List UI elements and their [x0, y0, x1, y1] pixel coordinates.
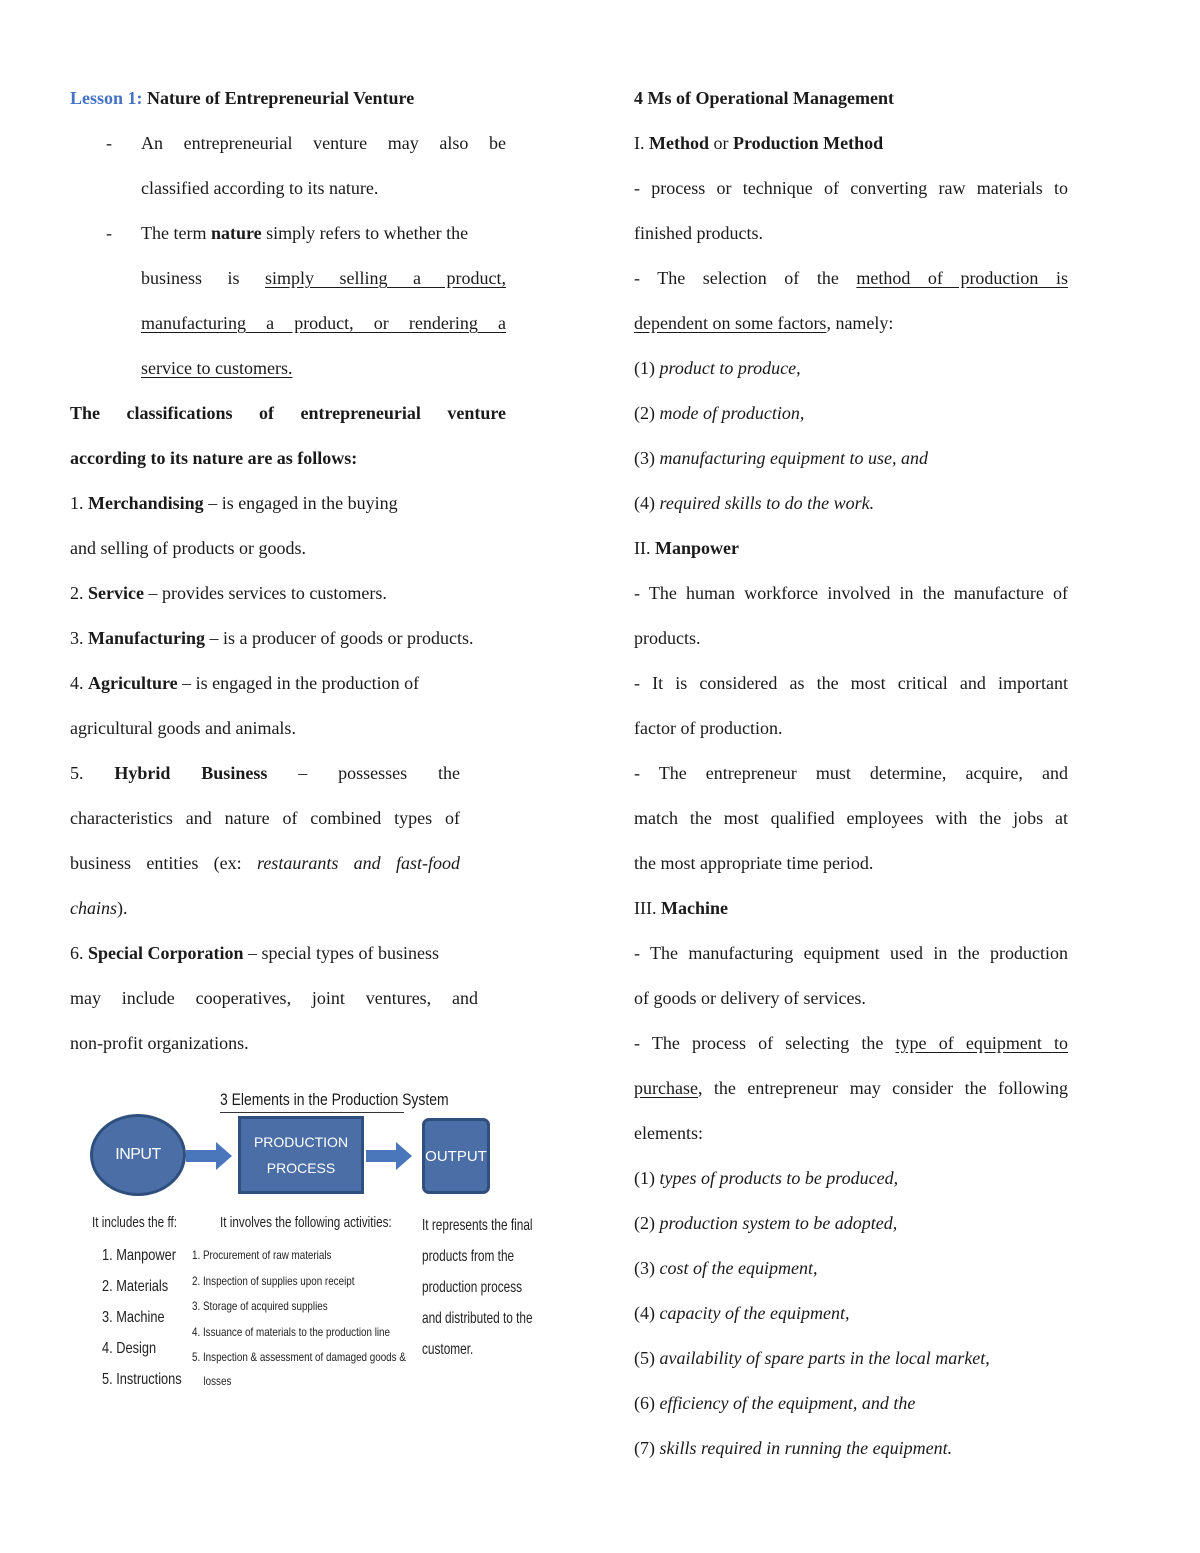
text-run: or: [709, 133, 733, 153]
item-term: Merchandising: [88, 493, 204, 513]
list-item-continuation: [70, 841, 460, 886]
factor-number: (7): [634, 1438, 660, 1458]
factor-number: (5): [634, 1348, 660, 1368]
roman-numeral: I.: [634, 133, 649, 153]
bullet-continuation: classified according to its nature.: [141, 178, 379, 198]
list-item: [70, 481, 506, 526]
text-line: It represents the final: [422, 1217, 533, 1234]
underlined-text: service to customers.: [141, 358, 293, 378]
heading-text: The classifications of entrepreneurial venture: [70, 403, 506, 423]
bullet-continuation: [70, 346, 506, 391]
list-item: 4. Issuance of materials to the production line: [192, 1324, 391, 1339]
list-item: 1. Manpower: [102, 1247, 176, 1264]
factor-number: (1): [634, 358, 660, 378]
factor-item: [634, 481, 1068, 526]
factor-text: capacity of the equipment,: [659, 1303, 850, 1323]
output-box: [422, 1118, 490, 1194]
item-term: Hybrid Business: [114, 763, 268, 783]
text-line: the most appropriate time period.: [634, 853, 874, 873]
list-item: 4. Design: [102, 1340, 157, 1357]
underlined-text: purchase: [634, 1078, 698, 1098]
output-label: OUTPUT: [425, 1147, 487, 1165]
text-run: - The selection of the: [634, 268, 857, 288]
list-item-continuation: agricultural goods and animals.: [70, 718, 296, 738]
text-run: ).: [117, 898, 128, 918]
underlined-text: manufacturing a product, or rendering a: [141, 313, 506, 333]
factor-item: [634, 391, 1068, 436]
list-item: [70, 751, 460, 796]
process-label-line1: PRODUCTION: [253, 1134, 349, 1150]
factor-number: (2): [634, 403, 660, 423]
bullet-dash: -: [106, 223, 112, 243]
underlined-text: type of equipment to: [895, 1033, 1068, 1053]
factor-number: (4): [634, 1303, 660, 1323]
bullet-item: [70, 211, 506, 256]
item-text: – possesses the: [298, 763, 460, 783]
subsection-heading: [634, 526, 1068, 571]
item-number: 6.: [70, 943, 88, 963]
list-item: 5. Instructions: [102, 1371, 182, 1388]
arrow-right-icon: [366, 1142, 416, 1170]
item-text: – special types of business: [243, 943, 439, 963]
factor-item: [634, 1336, 1068, 1381]
text-line: products.: [634, 628, 701, 648]
item-number: 4.: [70, 673, 88, 693]
text-run: - The process of selecting the: [634, 1033, 896, 1053]
output-description: [422, 1210, 571, 1365]
factor-text: production system to be adopted,: [659, 1213, 898, 1233]
factor-text: availability of spare parts in the local market,: [659, 1348, 990, 1368]
list-item-continuation: may include cooperatives, joint ventures, and: [70, 988, 478, 1008]
list-item-continuation: characteristics and nature of combined types of: [70, 808, 460, 828]
text-line: customer.: [422, 1341, 474, 1358]
factor-number: (3): [634, 1258, 660, 1278]
list-item: 2. Inspection of supplies upon receipt: [192, 1273, 355, 1288]
text-line: and distributed to the: [422, 1310, 533, 1327]
factor-item: [634, 1381, 1068, 1426]
list-item: 1. Procurement of raw materials: [192, 1248, 332, 1262]
text-line: factor of production.: [634, 718, 783, 738]
roman-numeral: III.: [634, 898, 661, 918]
italic-text: chains: [70, 898, 117, 918]
item-number: 3.: [70, 628, 88, 648]
underlined-text: method of production is: [856, 268, 1068, 288]
list-item: losses: [203, 1373, 232, 1388]
list-item: [70, 661, 506, 706]
bold-term: Production Method: [733, 133, 884, 153]
list-item: [70, 931, 506, 976]
text-line: - The entrepreneur must determine, acquire, and: [634, 763, 1068, 783]
list-item-continuation: and selling of products or goods.: [70, 538, 306, 558]
classification-heading: [70, 436, 506, 481]
bullet-text: An entrepreneurial venture may also be: [141, 133, 506, 153]
classification-heading: [70, 391, 506, 436]
list-item: 3. Storage of acquired supplies: [192, 1299, 328, 1313]
factor-text: product to produce,: [659, 358, 801, 378]
factor-text: cost of the equipment,: [659, 1258, 818, 1278]
factor-item: [634, 1426, 1068, 1471]
list-item: 2. Materials: [102, 1278, 169, 1295]
lesson-title: Nature of Entrepreneurial Venture: [147, 88, 415, 108]
left-column: [70, 76, 506, 1066]
text-run: , the entrepreneur may consider the following: [697, 1078, 1068, 1098]
list-item: [70, 571, 506, 616]
factor-number: (4): [634, 493, 660, 513]
factor-item: [634, 1246, 1068, 1291]
factor-number: (1): [634, 1168, 660, 1188]
text-line: match the most qualified employees with the jobs at: [634, 808, 1068, 828]
production-system-diagram: [84, 1086, 534, 1396]
input-label: INPUT: [115, 1146, 161, 1163]
bullet-continuation: [70, 256, 506, 301]
process-label-line2: PROCESS: [266, 1160, 336, 1176]
text-run: business is: [141, 268, 266, 288]
section-heading: [634, 76, 1068, 121]
bullet-continuation: [70, 301, 506, 346]
text-line: [634, 1021, 1068, 1066]
text-line: [634, 301, 1068, 346]
factor-number: (3): [634, 448, 660, 468]
text-line: - The human workforce involved in the manufacture of: [634, 583, 1068, 603]
list-item: 3. Machine: [102, 1309, 165, 1326]
item-number: 2.: [70, 583, 88, 603]
lesson-label: Lesson 1:: [70, 88, 143, 108]
right-column: [634, 76, 1068, 1471]
input-ellipse: [90, 1114, 186, 1196]
input-description-head: It includes the ff:: [92, 1214, 177, 1231]
item-number: 5.: [70, 763, 115, 783]
process-description-head: It involves the following activities:: [220, 1214, 392, 1231]
list-item: [70, 616, 506, 661]
factor-item: [634, 1201, 1068, 1246]
text-line: - The manufacturing equipment used in the production: [634, 943, 1068, 963]
factor-text: manufacturing equipment to use, and: [659, 448, 928, 468]
underlined-text: simply selling a product,: [265, 268, 506, 288]
lesson-heading: [70, 76, 506, 121]
text-line: of goods or delivery of services.: [634, 988, 866, 1008]
text-line: elements:: [634, 1123, 703, 1143]
item-number: 1.: [70, 493, 88, 513]
text-line: [634, 1066, 1068, 1111]
factor-text: required skills to do the work.: [659, 493, 875, 513]
list-item-continuation: [70, 886, 506, 931]
text-run: , namely:: [826, 313, 894, 333]
factor-item: [634, 1156, 1068, 1201]
list-item-continuation: non-profit organizations.: [70, 1033, 249, 1053]
factor-text: types of products to be produced,: [659, 1168, 899, 1188]
text-run: The term: [141, 223, 211, 243]
factor-item: [634, 436, 1068, 481]
text-line: finished products.: [634, 223, 763, 243]
text-line: production process: [422, 1279, 523, 1296]
text-run: business entities (ex:: [70, 853, 257, 873]
bold-term: Machine: [660, 898, 728, 918]
arrow-right-icon: [186, 1142, 236, 1170]
bullet-item: [70, 121, 506, 166]
list-item: 5. Inspection & assessment of damaged goods &: [192, 1350, 406, 1364]
roman-numeral: II.: [634, 538, 655, 558]
italic-text: restaurants and fast-food: [256, 853, 460, 873]
factor-text: mode of production,: [659, 403, 805, 423]
item-text: – is a producer of goods or products.: [205, 628, 474, 648]
text-line: - It is considered as the most critical and important: [634, 673, 1068, 693]
text-line: [634, 256, 1068, 301]
item-text: – is engaged in the production of: [177, 673, 420, 693]
item-term: Agriculture: [88, 673, 178, 693]
text-line: products from the: [422, 1248, 515, 1265]
bullet-dash: -: [106, 133, 112, 153]
factor-item: [634, 346, 1068, 391]
factor-number: (6): [634, 1393, 660, 1413]
subsection-heading: [634, 121, 1068, 166]
process-items-list: [192, 1243, 453, 1391]
item-term: Special Corporation: [88, 943, 244, 963]
diagram-title-underline: [220, 1112, 404, 1113]
bold-term: Method: [649, 133, 709, 153]
underlined-text: dependent on some factors: [634, 313, 827, 333]
input-items-list: [102, 1240, 202, 1395]
subsection-heading: [634, 886, 1068, 931]
text-run: simply refers to whether the: [261, 223, 469, 243]
heading-text: according to its nature are as follows:: [70, 448, 358, 468]
factor-item: [634, 1291, 1068, 1336]
item-term: Service: [88, 583, 144, 603]
factor-number: (2): [634, 1213, 660, 1233]
bold-term: nature: [210, 223, 262, 243]
production-process-box: [238, 1116, 364, 1194]
text-line: - process or technique of converting raw materials to: [634, 178, 1068, 198]
diagram-title: 3 Elements in the Production System: [220, 1090, 449, 1109]
item-text: – provides services to customers.: [143, 583, 387, 603]
factor-text: skills required in running the equipment.: [659, 1438, 953, 1458]
item-text: – is engaged in the buying: [203, 493, 398, 513]
factor-text: efficiency of the equipment, and the: [659, 1393, 916, 1413]
heading-text: 4 Ms of Operational Management: [634, 88, 894, 108]
bold-term: Manpower: [655, 538, 739, 558]
item-term: Manufacturing: [88, 628, 205, 648]
